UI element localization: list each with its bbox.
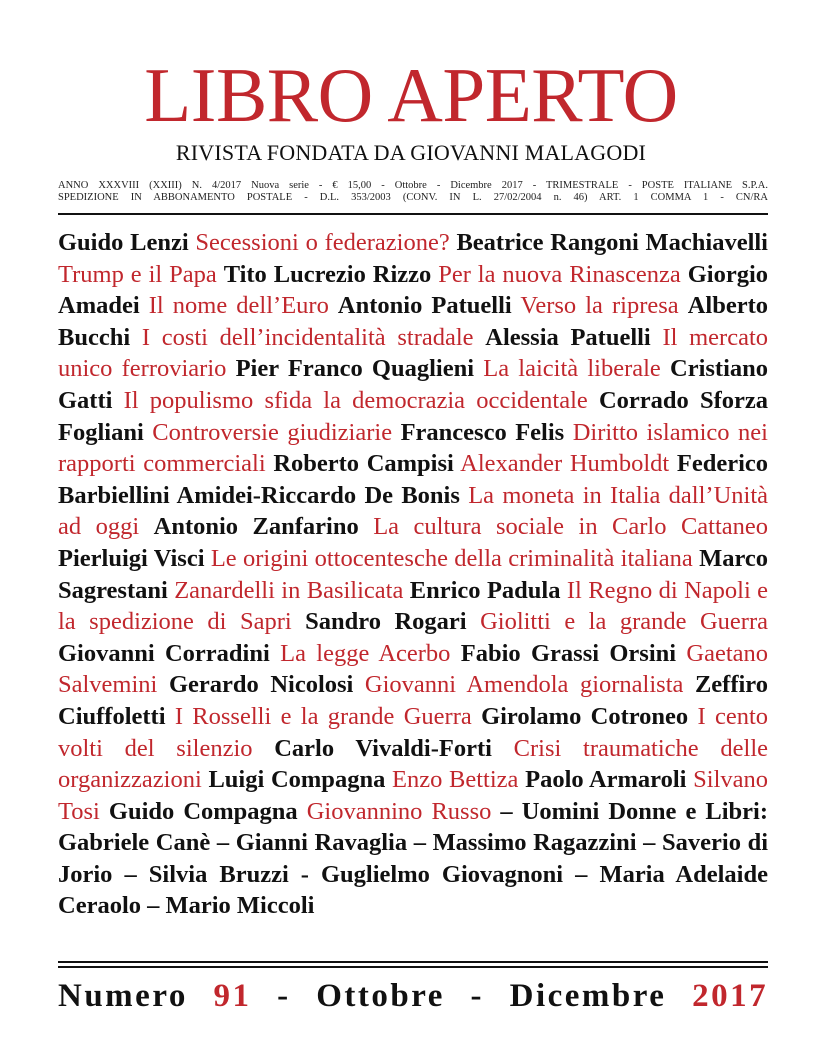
toc-author: Fabio Grassi Orsini [460, 639, 677, 667]
toc-article: La laicità liberale [483, 355, 661, 383]
toc-article: I costi dell’incidentalità stradale [141, 323, 474, 351]
toc-author: Federico Barbiellini Amidei-Riccardo De Bonis [58, 450, 769, 509]
toc-article: Silvano Tosi [58, 766, 769, 825]
issue-month-to: Dicembre [509, 978, 667, 1014]
issue-label: Numero [58, 978, 188, 1014]
toc-author: Guido Compagna [108, 797, 298, 825]
toc-author: Paolo Armaroli [525, 766, 687, 794]
magazine-subtitle: RIVISTA FONDATA DA GIOVANNI MALAGODI [175, 140, 647, 165]
toc-article: La cultura sociale in Carlo Cattaneo [373, 513, 769, 541]
toc-author: Corrado Sforza Fogliani [58, 386, 769, 446]
toc-author: Zeffiro Ciuffoletti [58, 671, 768, 730]
magazine-title: LIBRO APERTO [144, 52, 678, 138]
toc-author: Luigi Compagna [208, 766, 386, 794]
toc-author: Sandro Rogari [305, 608, 467, 636]
toc-article: Zanardelli in Basilicata [174, 576, 404, 604]
toc-article: Crisi traumatiche delle organizzazioni [58, 734, 769, 794]
issue-year: 2017 [692, 978, 769, 1014]
issue-line [58, 974, 768, 1018]
toc-author: Beatrice Rangoni Machiavelli [456, 229, 768, 256]
bottom-divider-1 [58, 961, 768, 963]
issue-separator: - [277, 978, 291, 1014]
toc-article: La legge Acerbo [280, 639, 451, 667]
toc-author: Guido Lenzi [58, 229, 189, 256]
toc-author: Roberto Campisi [273, 450, 454, 478]
table-of-contents [58, 227, 768, 922]
toc-article: Giolitti e la grande Guerra [480, 608, 768, 636]
issue-number: 91 [213, 978, 252, 1014]
toc-article: Verso la ripresa [520, 292, 679, 320]
toc-author: Alessia Patuelli [485, 323, 651, 351]
top-divider [58, 213, 768, 215]
toc-article: Il nome dell’Euro [148, 292, 329, 320]
publication-info-line-1: ANNO XXXVIII (XXIII) N. 4/2017 Nuova serie - € 15,00 - Ottobre - Dicembre 2017 - TRIMESTRALE - POSTE ITALIANE S.P.A. [58, 180, 768, 191]
toc-closing-text: – Uomini Donne e Libri: Gabriele Canè – Gianni Ravaglia – Massimo Ragazzini – Saverio di Jorio – Silvia Bruzzi - Guglielmo Giovagnoni – Maria Adelaide Ceraolo – Mario Miccoli [58, 797, 768, 920]
toc-article: Giovannino Russo [306, 797, 492, 825]
toc-article: Per la nuova Rinascenza [438, 260, 681, 288]
toc-article: Trump e il Papa [58, 260, 217, 288]
toc-author: Antonio Zanfarino [153, 513, 359, 541]
toc-article: I Rosselli e la grande Guerra [174, 702, 472, 730]
toc-article: Gaetano Salvemini [58, 639, 769, 699]
toc-article: Controversie giudiziarie [152, 418, 393, 446]
toc-article: Alexander Humboldt [460, 450, 670, 478]
toc-author: Antonio Patuelli [337, 292, 512, 320]
toc-article: I cento volti del silenzio [58, 702, 769, 762]
toc-author: Enrico Padula [409, 576, 561, 604]
toc-article: Il Regno di Napoli e la spedizione di Sapri [58, 576, 769, 636]
toc-article: Il mercato unico ferroviario [58, 323, 769, 383]
toc-author: Alberto Bucchi [58, 292, 769, 351]
toc-article: Diritto islamico nei rapporti commerciali [58, 418, 768, 478]
toc-author: Giovanni Corradini [58, 639, 270, 667]
toc-author: Gerardo Nicolosi [168, 671, 354, 699]
issue-separator: - [470, 978, 485, 1014]
toc-author: Cristiano Gatti [58, 355, 768, 414]
issue-month-from: Ottobre [316, 978, 445, 1014]
bottom-divider-2 [58, 966, 768, 968]
toc-article: Il populismo sfida la democrazia occidentale [123, 386, 588, 414]
toc-article: Enzo Bettiza [392, 766, 519, 794]
toc-author: Pierluigi Visci [58, 544, 205, 572]
toc-article: La moneta in Italia dall’Unità ad oggi [58, 481, 769, 541]
toc-article: Giovanni Amendola giornalista [364, 671, 684, 699]
publication-info-line-2: SPEDIZIONE IN ABBONAMENTO POSTALE - D.L. 353/2003 (CONV. IN L. 27/02/2004 n. 46) ART. 1 COMMA 1 - CN/RA [58, 192, 768, 203]
toc-author: Tito Lucrezio Rizzo [223, 260, 432, 288]
toc-author: Pier Franco Quaglieni [235, 355, 475, 383]
toc-article: Secessioni o federazione? [195, 229, 450, 256]
toc-author: Francesco Felis [400, 418, 565, 446]
toc-author: Marco Sagrestani [58, 544, 769, 604]
toc-article: Le origini ottocentesche della criminalità italiana [210, 544, 693, 572]
toc-author: Giorgio Amadei [58, 260, 768, 320]
toc-author: Carlo Vivaldi-Forti [274, 734, 492, 762]
toc-author: Girolamo Cotroneo [481, 702, 689, 730]
